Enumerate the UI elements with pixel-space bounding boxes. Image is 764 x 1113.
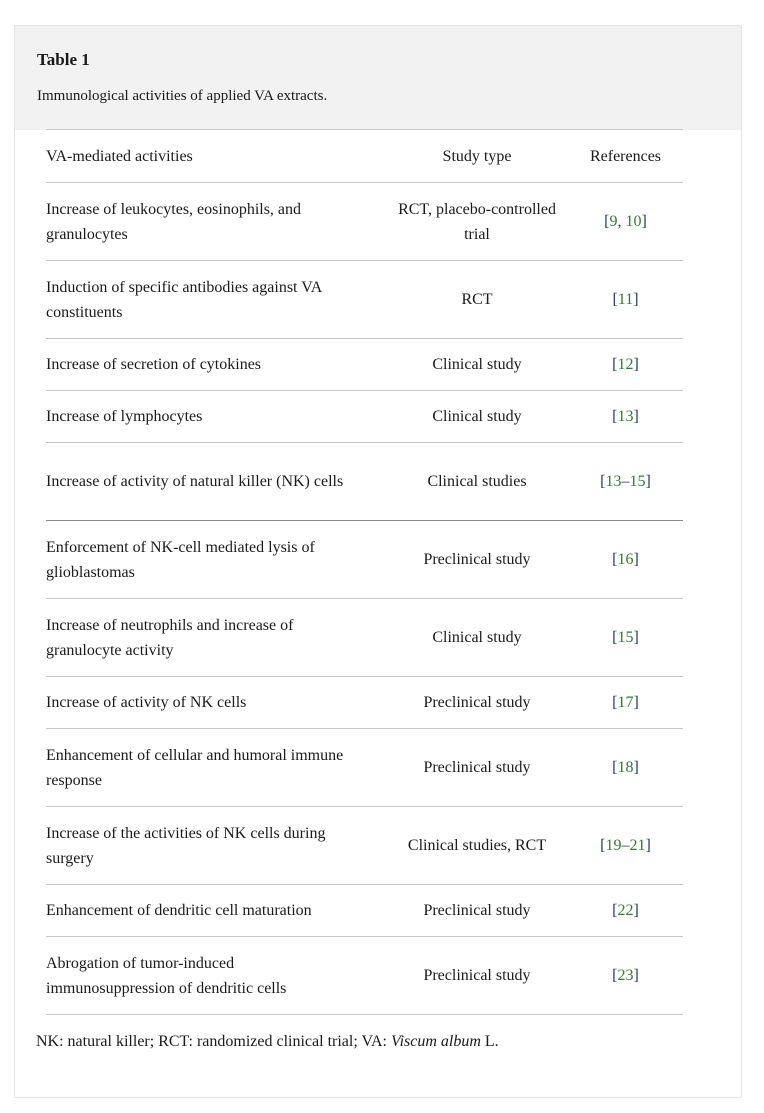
study-type-cell: Clinical study bbox=[386, 339, 568, 391]
table-row bbox=[46, 937, 683, 1015]
table-row bbox=[46, 339, 683, 391]
table-footnote bbox=[36, 1033, 499, 1051]
reference-link[interactable]: 13 bbox=[617, 408, 634, 425]
activity-cell: Enhancement of dendritic cell maturation bbox=[46, 885, 386, 937]
references-cell: [13–15] bbox=[568, 443, 683, 521]
activity-cell: Increase of leukocytes, eosinophils, and granulocytes bbox=[46, 183, 386, 261]
references-cell: [11] bbox=[568, 261, 683, 339]
table-header bbox=[15, 26, 741, 130]
column-header-activities: VA-mediated activities bbox=[46, 130, 386, 183]
references-cell: [22] bbox=[568, 885, 683, 937]
reference-link[interactable]: 11 bbox=[617, 291, 634, 308]
table-row bbox=[46, 391, 683, 443]
study-type-cell: Clinical studies bbox=[386, 443, 568, 521]
study-type-cell: Clinical study bbox=[386, 599, 568, 677]
table-row bbox=[46, 807, 683, 885]
ref-separator: – bbox=[621, 837, 630, 854]
footnote-suffix: L. bbox=[480, 1033, 499, 1050]
reference-link[interactable]: 10 bbox=[625, 213, 642, 230]
references-cell: [15] bbox=[568, 599, 683, 677]
reference-link[interactable]: 19 bbox=[605, 837, 622, 854]
activity-cell: Abrogation of tumor-induced immunosuppression of dendritic cells bbox=[46, 937, 386, 1015]
study-type-cell: Clinical studies, RCT bbox=[386, 807, 568, 885]
reference-link[interactable]: 13 bbox=[605, 473, 622, 490]
reference-link[interactable]: 12 bbox=[617, 356, 634, 373]
table-caption: Immunological activities of applied VA extracts. bbox=[37, 88, 328, 104]
table-row bbox=[46, 729, 683, 807]
ref-separator: – bbox=[621, 473, 630, 490]
study-type-cell: Preclinical study bbox=[386, 729, 568, 807]
table-title: Table 1 bbox=[37, 50, 90, 69]
data-table bbox=[46, 129, 683, 1015]
references-cell: [13] bbox=[568, 391, 683, 443]
column-header-study-type: Study type bbox=[386, 130, 568, 183]
table-header-row bbox=[46, 130, 683, 183]
references-cell: [18] bbox=[568, 729, 683, 807]
reference-link[interactable]: 18 bbox=[617, 759, 634, 776]
reference-link[interactable]: 15 bbox=[617, 629, 634, 646]
activity-cell: Increase of the activities of NK cells during surgery bbox=[46, 807, 386, 885]
study-type-cell: Clinical study bbox=[386, 391, 568, 443]
activity-cell: Increase of activity of NK cells bbox=[46, 677, 386, 729]
study-type-cell: RCT bbox=[386, 261, 568, 339]
reference-link[interactable]: 21 bbox=[629, 837, 646, 854]
reference-link[interactable]: 22 bbox=[617, 902, 634, 919]
study-type-cell: Preclinical study bbox=[386, 521, 568, 599]
footnote-text: NK: natural killer; RCT: randomized clinical trial; VA: bbox=[36, 1033, 391, 1050]
table-row bbox=[46, 599, 683, 677]
references-cell: [16] bbox=[568, 521, 683, 599]
references-cell: [9, 10] bbox=[568, 183, 683, 261]
references-cell: [17] bbox=[568, 677, 683, 729]
column-header-references: References bbox=[568, 130, 683, 183]
study-type-cell: Preclinical study bbox=[386, 885, 568, 937]
study-type-cell: Preclinical study bbox=[386, 677, 568, 729]
activity-cell: Induction of specific antibodies against VA constituents bbox=[46, 261, 386, 339]
activity-cell: Increase of lymphocytes bbox=[46, 391, 386, 443]
activity-cell: Increase of activity of natural killer (NK) cells bbox=[46, 443, 386, 521]
activity-cell: Enforcement of NK-cell mediated lysis of glioblastomas bbox=[46, 521, 386, 599]
reference-link[interactable]: 9 bbox=[609, 213, 618, 230]
table-row bbox=[46, 677, 683, 729]
activity-cell: Increase of secretion of cytokines bbox=[46, 339, 386, 391]
references-cell: [12] bbox=[568, 339, 683, 391]
study-type-cell: Preclinical study bbox=[386, 937, 568, 1015]
footnote-species: Viscum album bbox=[390, 1033, 481, 1050]
reference-link[interactable]: 17 bbox=[617, 694, 634, 711]
table-row bbox=[46, 521, 683, 599]
table-row bbox=[46, 443, 683, 521]
reference-link[interactable]: 16 bbox=[617, 551, 634, 568]
reference-link[interactable]: 23 bbox=[617, 967, 634, 984]
ref-separator: , bbox=[617, 213, 626, 230]
references-cell: [23] bbox=[568, 937, 683, 1015]
table-row bbox=[46, 885, 683, 937]
table-row bbox=[46, 261, 683, 339]
reference-link[interactable]: 15 bbox=[629, 473, 646, 490]
study-type-cell: RCT, placebo-controlled trial bbox=[386, 183, 568, 261]
activity-cell: Enhancement of cellular and humoral immune response bbox=[46, 729, 386, 807]
activity-cell: Increase of neutrophils and increase of granulocyte activity bbox=[46, 599, 386, 677]
references-cell: [19–21] bbox=[568, 807, 683, 885]
table-row bbox=[46, 183, 683, 261]
